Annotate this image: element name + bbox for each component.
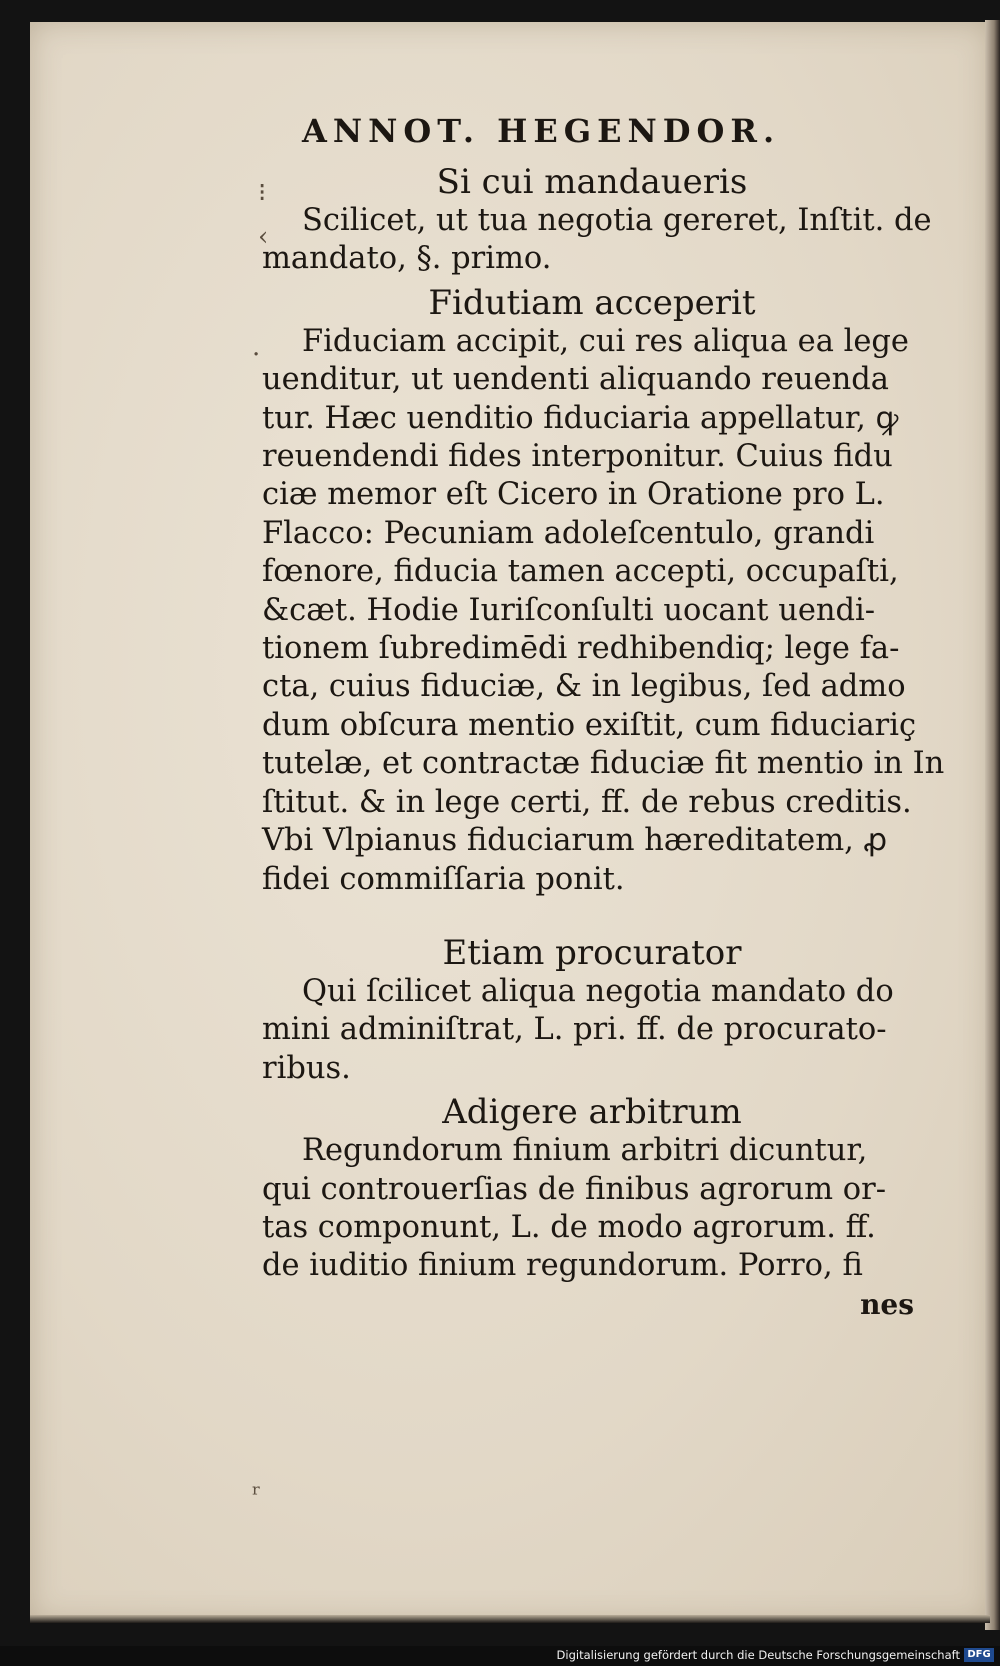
- section: [262, 282, 945, 899]
- section-heading: Si cui mandaueris: [436, 162, 748, 202]
- section-gap: [262, 899, 922, 929]
- section: [262, 1092, 922, 1286]
- text-line: tionem ſubredimēdi redhibendiq; lege fa-: [262, 631, 900, 667]
- text-line: reuendendi fides interponitur. Cuius fidu: [262, 439, 893, 475]
- text-line: ciæ memor eſt Cicero in Oratione pro L.: [262, 477, 885, 513]
- text-line: ſtitut. & in lege certi, ff. de rebus creditis.: [262, 784, 912, 820]
- text-line: Scilicet, ut tua negotia gereret, Inſtit. de: [302, 203, 932, 238]
- margin-mark: ‹: [258, 222, 269, 252]
- text-line: fidei commiſſaria ponit.: [262, 861, 625, 897]
- text-line: qui controuerſias de finibus agrorum or-: [262, 1171, 887, 1207]
- margin-mark: ·: [252, 340, 261, 370]
- text-line: tas componunt, L. de modo agrorum. ff.: [262, 1209, 876, 1245]
- footer-credit: Digitalisierung gefördert durch die Deutsche Forschungsgemeinschaft: [556, 1648, 960, 1662]
- running-head: ANNOT. HEGENDOR.: [302, 112, 781, 150]
- text-line: &cæt. Hodie Iuriſconſulti uocant uendi-: [262, 592, 876, 628]
- text-line: mandato, §. primo.: [262, 241, 552, 277]
- section-heading: Adigere arbitrum: [442, 1092, 742, 1133]
- text-line: cta, cuius fiduciæ, & in legibus, ſed admo: [262, 669, 906, 705]
- page-edge: [985, 20, 1000, 1630]
- section-body: [262, 973, 922, 1088]
- text-line: dum obſcura mentio exiſtit, cum fiduciariç: [262, 707, 917, 743]
- margin-mark: ʳ: [252, 1480, 262, 1510]
- section-body: [262, 1132, 922, 1286]
- text-line: tutelæ, et contractæ fiduciæ fit mentio in In: [262, 746, 945, 782]
- text-line: de iuditio finium regundorum. Porro, fi: [262, 1248, 863, 1284]
- section-body: [262, 202, 932, 279]
- section: [262, 933, 922, 1088]
- text-block: [262, 112, 945, 1321]
- text-line: Vbi Vlpianus fiduciarum hæreditatem, ꝓ: [262, 823, 888, 859]
- text-line: Qui ſcilicet aliqua negotia mandato do: [302, 973, 894, 1009]
- text-line: uenditur, ut uendenti aliquando reuenda: [262, 362, 889, 398]
- catchword: nes: [860, 1287, 914, 1321]
- section: [262, 162, 932, 279]
- text-line: Regundorum finium arbitri dicuntur,: [302, 1133, 868, 1169]
- section-body: [262, 323, 945, 899]
- page-bottom-edge: [30, 1615, 990, 1623]
- text-line: mini adminiſtrat, L. pri. ff. de procurato-: [262, 1012, 887, 1048]
- text-line: ribus.: [262, 1050, 351, 1086]
- text-line: tur. Hæc uenditio fiduciaria appellatur, ꝙ: [262, 400, 899, 436]
- section-heading: Etiam procurator: [442, 932, 742, 973]
- text-line: Flacco: Pecuniam adoleſcentulo, grandi: [262, 515, 875, 551]
- text-line: fœnore, fiducia tamen accepti, occupaſti,: [262, 554, 899, 590]
- margin-mark: ⁝: [258, 178, 267, 208]
- section-heading: Fidutiam acceperit: [428, 282, 756, 323]
- text-line: Fiduciam accipit, cui res aliqua ea lege: [302, 323, 909, 359]
- dfg-logo-icon: DFG: [964, 1648, 994, 1662]
